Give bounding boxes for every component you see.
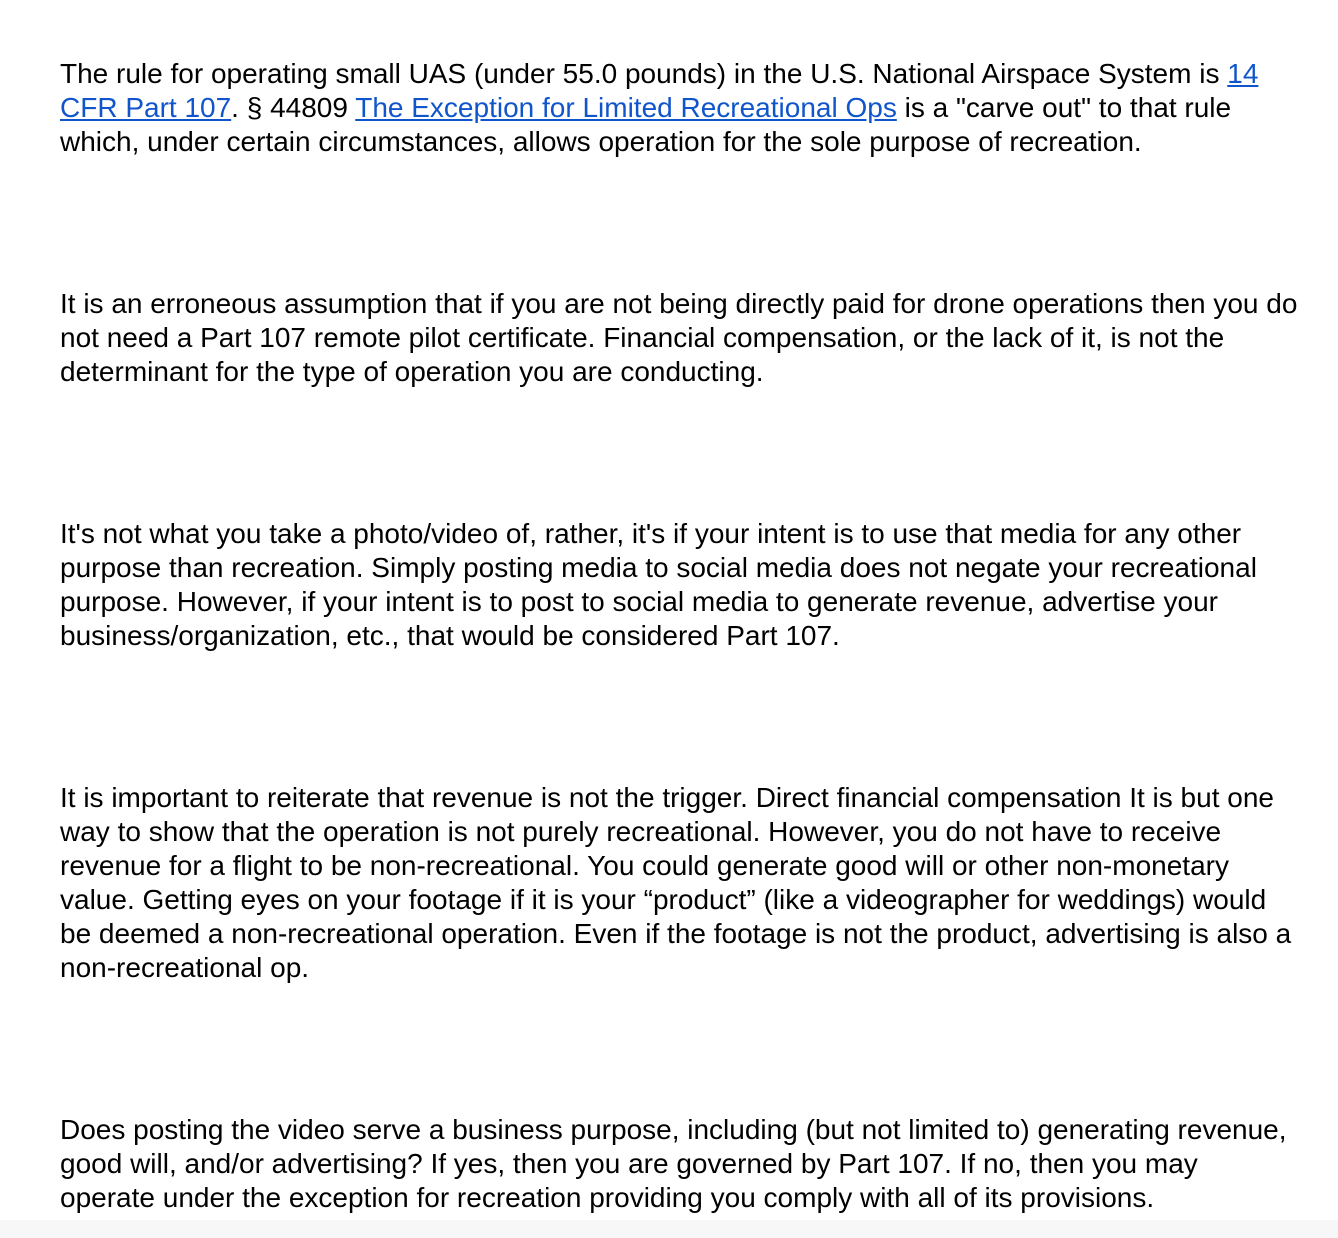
paragraph-text: . § 44809 [231,92,356,123]
paragraph-text: The rule for operating small UAS (under 55.0 pounds) in the U.S. National Airspace System is [60,58,1228,89]
link-14-cfr-part-107[interactable]: 14 CFR Part 107 [60,58,1259,123]
paragraph-revenue-not-trigger: It is important to reiterate that revenue is not the trigger. Direct financial compensation It is but one way to show that the operation is not purely recreational. However, you do not have to receive revenue for a flight to be non-recreational. You could generate good will or other non-monetary value. Getting eyes on your footage if it is your “product” (like a videographer for weddings) would be deemed a non-recreational operation. Even if the footage is not the product, advertising is also a non-recreational op. [60,782,1292,983]
link-exception-recreational-ops[interactable]: The Exception for Limited Recreational Ops [355,92,897,123]
paragraph-erroneous-assumption: It is an erroneous assumption that if you are not being directly paid for drone operations then you do not need a Part 107 remote pilot certificate. Financial compensation, or the lack of it, is not the determinant for the type of operation you are conducting. [60,288,1298,387]
bottom-edge [0,1220,1338,1238]
paragraph-intent-of-media: It's not what you take a photo/video of, rather, it's if your intent is to use that media for any other purpose than recreation. Simply posting media to social media does not negate your recreational purpose. However, if your intent is to post to social media to generate revenue, advertise your business/organization, etc., that would be considered Part 107. [60,518,1257,651]
paragraph-part-107-rule [60,57,1300,159]
document-body [60,57,1300,1215]
paragraph-business-purpose-question: Does posting the video serve a business purpose, including (but not limited to) generating revenue, good will, and/or advertising? If yes, then you are governed by Part 107. If no, then you may operate under the exception for recreation providing you comply with all of its provisions. [60,1114,1287,1213]
paragraph-text: is a "carve out" to that rule which, under certain circumstances, allows operation for the sole purpose of recreation. [60,92,1232,157]
